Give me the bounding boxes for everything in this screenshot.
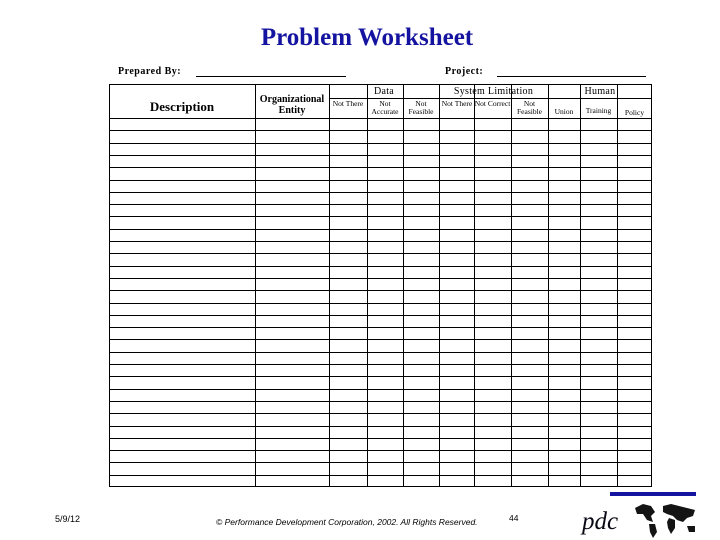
table-row[interactable] [109, 167, 652, 168]
table-row[interactable] [109, 389, 652, 390]
table-row[interactable] [109, 413, 652, 414]
logo-bar [610, 492, 696, 496]
slide-date: 5/9/12 [55, 514, 81, 524]
human-union-header: Union [554, 107, 574, 116]
system-limitation-group-header: System Limitation [453, 86, 534, 97]
data-group-header: Data [373, 86, 395, 97]
table-row[interactable] [109, 303, 652, 304]
system-not-correct-header: Not Correct [474, 99, 511, 108]
world-map-icon [633, 500, 699, 540]
table-row[interactable] [109, 143, 652, 144]
table-row[interactable] [109, 290, 652, 291]
page-number: 44 [509, 513, 519, 523]
human-group-line [548, 98, 652, 99]
pdc-logo: pdc [582, 508, 619, 535]
data-not-feasible-header: Not Feasible [408, 99, 434, 117]
table-row[interactable] [109, 241, 652, 242]
table-row[interactable] [109, 376, 652, 377]
table-row[interactable] [109, 462, 652, 463]
prepared-by-field[interactable] [196, 76, 346, 77]
project-field[interactable] [497, 76, 646, 77]
organizational-entity-header: Organizational Entity [259, 94, 325, 116]
table-row[interactable] [109, 475, 652, 476]
table-row[interactable] [109, 352, 652, 353]
table-row[interactable] [109, 426, 652, 427]
human-policy-header: Policy [624, 108, 645, 117]
table-row[interactable] [109, 315, 652, 316]
prepared-by-label: Prepared By: [118, 66, 182, 77]
data-not-there-header: Not There [332, 99, 364, 108]
data-not-accurate-header: Not Accurate [371, 99, 399, 117]
description-header: Description [149, 99, 215, 114]
table-row[interactable] [109, 278, 652, 279]
table-row[interactable] [109, 204, 652, 205]
system-not-feasible-header: Not Feasible [517, 99, 542, 117]
table-row[interactable] [109, 253, 652, 254]
page-title: Problem Worksheet [260, 24, 474, 51]
table-row[interactable] [109, 364, 652, 365]
table-row[interactable] [109, 216, 652, 217]
table-row[interactable] [109, 450, 652, 451]
human-training-header: Training [585, 106, 612, 115]
table-row[interactable] [109, 192, 652, 193]
table-row[interactable] [109, 266, 652, 267]
system-not-there-header: Not There [441, 99, 473, 108]
table-row[interactable] [109, 438, 652, 439]
table-row[interactable] [109, 180, 652, 181]
table-row[interactable] [109, 118, 652, 119]
human-group-header: Human [584, 86, 616, 97]
table-row[interactable] [109, 339, 652, 340]
table-row[interactable] [109, 130, 652, 131]
project-label: Project: [445, 66, 484, 77]
copyright-notice: © Performance Development Corporation, 2002. All Rights Reserved. [216, 517, 478, 527]
table-row[interactable] [109, 327, 652, 328]
table-row[interactable] [109, 155, 652, 156]
table-row[interactable] [109, 229, 652, 230]
table-row[interactable] [109, 401, 652, 402]
